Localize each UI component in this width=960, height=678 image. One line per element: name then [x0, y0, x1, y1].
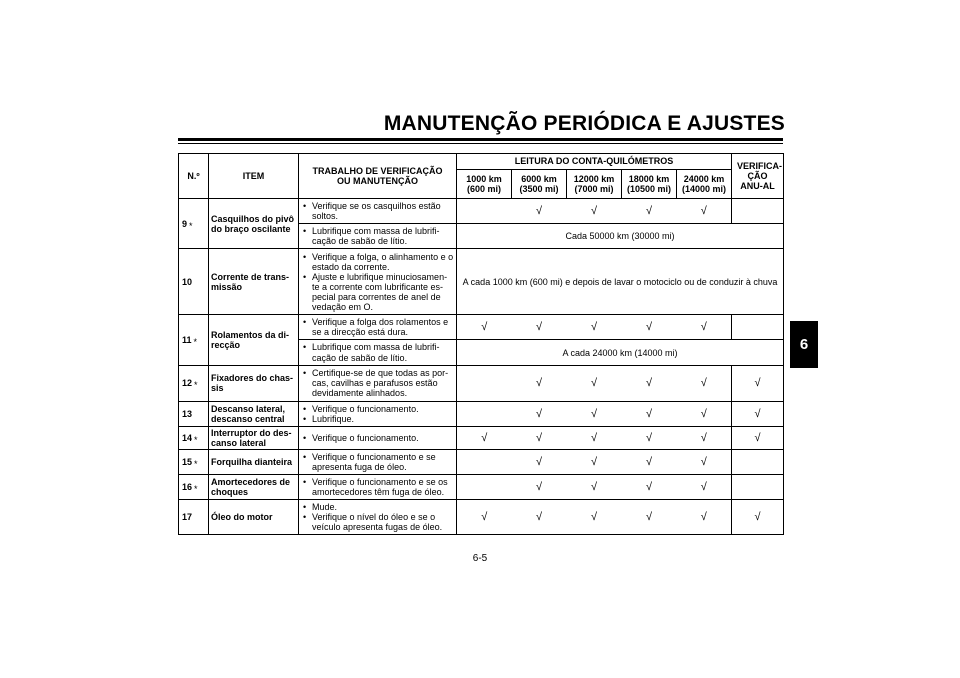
interval-check-cell [622, 500, 677, 535]
interval-check-cell [622, 199, 677, 224]
row-work [299, 249, 457, 315]
checkmark-icon: √ [700, 204, 707, 217]
work-step: • Verifique o funcionamento e se apresenta fuga de óleo. [303, 452, 454, 472]
asterisk-marker: * [189, 220, 193, 231]
checkmark-icon: √ [590, 407, 598, 420]
checkmark-icon: √ [700, 431, 707, 444]
checkmark-icon: √ [535, 455, 543, 468]
checkmark-icon: √ [700, 511, 707, 524]
interval-check-cell [622, 426, 677, 449]
row-item: Amortecedores de choques [209, 474, 299, 499]
row-number [179, 315, 209, 365]
interval-check-cell [512, 199, 567, 224]
page-number: 6-5 [472, 553, 488, 564]
checkmark-icon: √ [590, 511, 598, 524]
row-work [299, 199, 457, 224]
row-number-text: 15 [182, 456, 193, 467]
work-step: • Verifique o nível do óleo e se o veículo apresenta fugas de óleo. [303, 512, 454, 532]
interval-check-cell [622, 449, 677, 474]
row-number [179, 500, 209, 535]
row-work [299, 401, 457, 426]
work-step: • Lubrifique com massa de lubrifi-cação de sabão de lítio. [303, 342, 454, 362]
page-title: MANUTENÇÃO PERIÓDICA E AJUSTES [383, 112, 785, 135]
interval-check-cell [567, 365, 622, 401]
checkmark-icon: √ [645, 455, 653, 468]
table-row [179, 401, 784, 426]
table-row [179, 474, 784, 499]
interval-check-cell [677, 449, 732, 474]
checkmark-icon: √ [754, 407, 761, 420]
row-work [299, 315, 457, 340]
work-step: • Verifique o funcionamento. [303, 404, 454, 414]
row-number-text: 9 [182, 218, 188, 229]
header-item: ITEM [209, 154, 299, 199]
row-work [299, 224, 457, 249]
header-annual: VERIFICA-ÇÃO ANU-AL [732, 154, 784, 199]
row-number-text: 13 [182, 408, 193, 419]
row-number-text: 14 [182, 432, 193, 443]
header-interval-18000: 18000 km (10500 mi) [622, 170, 677, 199]
interval-check-cell [622, 401, 677, 426]
work-step: • Lubrifique. [303, 414, 454, 424]
checkmark-icon: √ [645, 376, 653, 389]
interval-check-cell [677, 426, 732, 449]
interval-check-cell [512, 474, 567, 499]
asterisk-marker: * [194, 434, 198, 445]
interval-check-cell [677, 365, 732, 401]
checkmark-icon: √ [645, 431, 653, 444]
annual-check-cell [732, 199, 784, 224]
table-row [179, 365, 784, 401]
interval-span-text: Cada 50000 km (30000 mi) [457, 224, 784, 249]
interval-check-cell [457, 315, 512, 340]
interval-check-cell [512, 401, 567, 426]
interval-check-cell [677, 315, 732, 340]
row-number [179, 474, 209, 499]
asterisk-marker: * [193, 336, 198, 347]
interval-check-cell [622, 365, 677, 401]
row-work [299, 365, 457, 401]
checkmark-icon: √ [590, 204, 598, 217]
asterisk-marker: * [194, 458, 198, 469]
interval-check-cell [457, 449, 512, 474]
checkmark-icon: √ [645, 321, 653, 334]
row-item: Descanso lateral, descanso central [209, 401, 299, 426]
table-row [179, 315, 784, 340]
checkmark-icon: √ [700, 455, 707, 468]
interval-span-text: A cada 1000 km (600 mi) e depois de lavar o motociclo ou de conduzir à chuva [457, 249, 784, 315]
checkmark-icon: √ [590, 321, 598, 334]
title-rule-thin [178, 143, 783, 144]
checkmark-icon: √ [645, 480, 653, 493]
header-odometer: LEITURA DO CONTA-QUILÓMETROS [457, 154, 732, 170]
interval-check-cell [457, 199, 512, 224]
interval-check-cell [567, 500, 622, 535]
interval-check-cell [567, 199, 622, 224]
table-row [179, 199, 784, 224]
interval-check-cell [677, 199, 732, 224]
work-step: • Ajuste e lubrifique minuciosamen-te a corrente com lubrificante es-pecial para correntes de anel de vedação em O. [303, 272, 454, 312]
interval-check-cell [457, 500, 512, 535]
row-work [299, 340, 457, 365]
work-step: • Mude. [303, 502, 454, 512]
checkmark-icon: √ [481, 321, 488, 334]
work-step: • Verifique a folga, o alinhamento e o estado da corrente. [303, 252, 454, 272]
row-number [179, 449, 209, 474]
interval-check-cell [677, 474, 732, 499]
asterisk-marker: * [194, 380, 198, 391]
interval-check-cell [512, 365, 567, 401]
work-step: • Verifique o funcionamento e se os amortecedores têm fuga de óleo. [303, 477, 454, 497]
interval-span-text: A cada 24000 km (14000 mi) [457, 340, 784, 365]
row-item: Óleo do motor [209, 500, 299, 535]
interval-check-cell [457, 474, 512, 499]
interval-check-cell [567, 474, 622, 499]
checkmark-icon: √ [754, 511, 761, 524]
checkmark-icon: √ [754, 376, 761, 389]
table-body [179, 199, 784, 535]
interval-check-cell [512, 449, 567, 474]
row-number-text: 12 [182, 378, 193, 389]
annual-check-cell [732, 401, 784, 426]
annual-check-cell [732, 315, 784, 340]
interval-check-cell [567, 426, 622, 449]
work-step: • Verifique se os casquilhos estão soltos. [303, 201, 454, 221]
checkmark-icon: √ [535, 321, 543, 334]
title-rule-thick [178, 138, 783, 141]
checkmark-icon: √ [645, 204, 653, 217]
checkmark-icon: √ [535, 431, 543, 444]
header-interval-24000: 24000 km (14000 mi) [677, 170, 732, 199]
checkmark-icon: √ [590, 455, 598, 468]
header-interval-1000: 1000 km (600 mi) [457, 170, 512, 199]
interval-check-cell [512, 426, 567, 449]
row-item: Interruptor do des-canso lateral [209, 426, 299, 449]
interval-check-cell [457, 426, 512, 449]
checkmark-icon: √ [590, 480, 598, 493]
row-number-text: 16 [182, 481, 193, 492]
checkmark-icon: √ [754, 431, 761, 444]
checkmark-icon: √ [590, 431, 598, 444]
work-step: • Certifique-se de que todas as por-cas, cavilhas e parafusos estão devidamente alinhados. [303, 368, 454, 398]
header-work: TRABALHO DE VERIFICAÇÃO OU MANUTENÇÃO [299, 154, 457, 199]
checkmark-icon: √ [590, 376, 598, 389]
table-row [179, 449, 784, 474]
row-work [299, 500, 457, 535]
checkmark-icon: √ [645, 511, 653, 524]
interval-check-cell [457, 401, 512, 426]
checkmark-icon: √ [700, 321, 707, 334]
row-work [299, 426, 457, 449]
work-step: • Verifique o funcionamento. [303, 433, 454, 443]
table-row [179, 500, 784, 535]
row-item: Forquilha dianteira [209, 449, 299, 474]
row-work [299, 474, 457, 499]
annual-check-cell [732, 365, 784, 401]
table-row [179, 249, 784, 315]
checkmark-icon: √ [535, 407, 543, 420]
table-header [179, 154, 784, 199]
maintenance-table [178, 153, 784, 535]
row-work [299, 449, 457, 474]
interval-check-cell [677, 401, 732, 426]
row-item: Rolamentos da di-recção [209, 315, 299, 365]
checkmark-icon: √ [481, 511, 488, 524]
interval-check-cell [567, 449, 622, 474]
row-number [179, 401, 209, 426]
interval-check-cell [512, 500, 567, 535]
interval-check-cell [567, 401, 622, 426]
checkmark-icon: √ [481, 431, 488, 444]
header-interval-6000: 6000 km (3500 mi) [512, 170, 567, 199]
annual-check-cell [732, 449, 784, 474]
interval-check-cell [622, 474, 677, 499]
interval-check-cell [622, 315, 677, 340]
checkmark-icon: √ [535, 511, 543, 524]
checkmark-icon: √ [700, 376, 707, 389]
header-num: N.º [179, 154, 209, 199]
interval-check-cell [457, 365, 512, 401]
interval-check-cell [567, 315, 622, 340]
row-number-text: 11 [182, 334, 192, 345]
row-item: Casquilhos do pivô do braço oscilante [209, 199, 299, 249]
chapter-tab[interactable]: 6 [790, 321, 818, 368]
checkmark-icon: √ [645, 407, 653, 420]
checkmark-icon: √ [535, 480, 543, 493]
row-number [179, 426, 209, 449]
checkmark-icon: √ [700, 480, 707, 493]
checkmark-icon: √ [700, 407, 707, 420]
row-number [179, 199, 209, 249]
row-number-text: 17 [182, 512, 193, 523]
work-step: • Lubrifique com massa de lubrifi-cação de sabão de lítio. [303, 226, 454, 246]
table-row [179, 426, 784, 449]
annual-check-cell [732, 474, 784, 499]
annual-check-cell [732, 426, 784, 449]
row-number [179, 249, 209, 315]
checkmark-icon: √ [535, 376, 543, 389]
interval-check-cell [512, 315, 567, 340]
header-interval-12000: 12000 km (7000 mi) [567, 170, 622, 199]
row-item: Corrente de trans-missão [209, 249, 299, 315]
asterisk-marker: * [194, 483, 198, 494]
row-number-text: 10 [182, 276, 193, 287]
annual-check-cell [732, 500, 784, 535]
interval-check-cell [677, 500, 732, 535]
checkmark-icon: √ [535, 204, 543, 217]
row-number [179, 365, 209, 401]
row-item: Fixadores do chas-sis [209, 365, 299, 401]
work-step: • Verifique a folga dos rolamentos e se a direcção está dura. [303, 317, 454, 337]
